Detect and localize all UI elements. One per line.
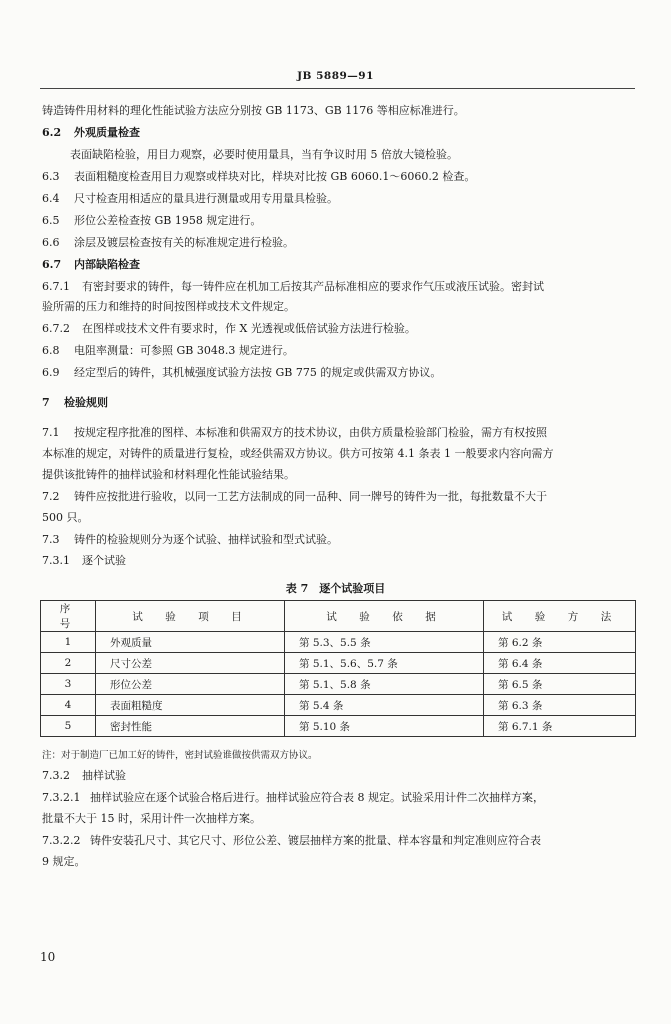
para-line: 验所需的压力和维持的时间按图样或技术文件规定。 [42, 300, 295, 313]
cell-item: 尺寸公差 [96, 653, 285, 674]
cell-method: 第 6.4 条 [484, 653, 636, 674]
col-header-no: 序 号 [41, 601, 96, 632]
page-header: JB 5889—91 [297, 70, 374, 82]
clause-7-2: 7.2 铸件应按批进行验收，以同一工艺方法制成的同一品种、同一牌号的铸件为一批，每批数量不大于 [42, 490, 547, 503]
cell-method: 第 6.7.1 条 [484, 716, 636, 737]
col-header-item: 试 验 项 目 [96, 601, 285, 632]
para-line: 本标准的规定，对铸件的质量进行复检，或经供需双方协议。供方可按第 4.1 条表 1 一般要求内容向需方 [42, 447, 554, 460]
table-row [41, 632, 636, 653]
cell-basis: 第 5.4 条 [285, 695, 484, 716]
clause-6-6: 6.6 涂层及镀层检查按有关的标准规定进行检验。 [42, 236, 294, 249]
table-note: 注：对于制造厂已加工好的铸件，密封试验谁做按供需双方协议。 [42, 750, 318, 761]
clause-6-5: 6.5 形位公差检查按 GB 1958 规定进行。 [42, 214, 262, 227]
clause-7-1: 7.1 按规定程序批准的图样、本标准和供需双方的技术协议，由供方质量检验部门检验，需方有权按照 [42, 426, 547, 439]
cell-item: 形位公差 [96, 674, 285, 695]
table-row [41, 695, 636, 716]
test-items-table [40, 600, 636, 737]
clause-7-3-2-1: 7.3.2.1 抽样试验应在逐个试验合格后进行。抽样试验应符合表 8 规定。试验采用计件二次抽样方案， [42, 791, 544, 804]
table-header-row [41, 601, 636, 632]
cell-no: 1 [41, 632, 96, 653]
cell-no: 5 [41, 716, 96, 737]
cell-item: 外观质量 [96, 632, 285, 653]
section-6-7: 6.7 内部缺陷检查 [42, 258, 140, 271]
cell-basis: 第 5.1、5.6、5.7 条 [285, 653, 484, 674]
clause-6-3: 6.3 表面粗糙度检查用目力观察或样块对比，样块对比按 GB 6060.1～6060.2 检查。 [42, 170, 476, 183]
para-line: 表面缺陷检验，用目力观察，必要时使用量具，当有争议时用 5 倍放大镜检验。 [70, 148, 458, 161]
clause-7-3-2: 7.3.2 抽样试验 [42, 769, 126, 782]
clause-7-3-2-2: 7.3.2.2 铸件安装孔尺寸、其它尺寸、形位公差、镀层抽样方案的批量、样本容量和判定准则应符合表 [42, 834, 541, 847]
clause-7-3: 7.3 铸件的检验规则分为逐个试验、抽样试验和型式试验。 [42, 533, 338, 546]
clause-6-7-1: 6.7.1 有密封要求的铸件，每一铸件应在机加工后按其产品标准相应的要求作气压或液压试验。密封试 [42, 280, 544, 293]
cell-basis: 第 5.10 条 [285, 716, 484, 737]
cell-method: 第 6.2 条 [484, 632, 636, 653]
para-line: 批量不大于 15 时，采用计件一次抽样方案。 [42, 812, 261, 825]
cell-item: 表面粗糙度 [96, 695, 285, 716]
cell-method: 第 6.5 条 [484, 674, 636, 695]
para-line: 铸造铸件用材料的理化性能试验方法应分别按 GB 1173、GB 1176 等相应标准进行。 [42, 104, 465, 117]
col-header-basis: 试 验 依 据 [285, 601, 484, 632]
table-caption: 表 7 逐个试验项目 [285, 582, 386, 595]
section-7-heading: 7 检验规则 [42, 396, 108, 409]
cell-item: 密封性能 [96, 716, 285, 737]
clause-6-7-2: 6.7.2 在图样或技术文件有要求时，作 X 光透视或低倍试验方法进行检验。 [42, 322, 416, 335]
section-6-2: 6.2 外观质量检查 [42, 126, 140, 139]
para-line: 9 规定。 [42, 855, 86, 868]
table-row [41, 716, 636, 737]
col-header-method: 试 验 方 法 [484, 601, 636, 632]
header-rule [40, 88, 635, 89]
table-row [41, 674, 636, 695]
cell-basis: 第 5.1、5.8 条 [285, 674, 484, 695]
clause-7-3-1: 7.3.1 逐个试验 [42, 554, 126, 567]
cell-no: 4 [41, 695, 96, 716]
cell-basis: 第 5.3、5.5 条 [285, 632, 484, 653]
cell-no: 3 [41, 674, 96, 695]
cell-method: 第 6.3 条 [484, 695, 636, 716]
clause-6-9: 6.9 经定型后的铸件，其机械强度试验方法按 GB 775 的规定或供需双方协议。 [42, 366, 442, 379]
clause-6-8: 6.8 电阻率测量：可参照 GB 3048.3 规定进行。 [42, 344, 294, 357]
clause-6-4: 6.4 尺寸检查用相适应的量具进行测量或用专用量具检验。 [42, 192, 338, 205]
table-row [41, 653, 636, 674]
para-line: 提供该批铸件的抽样试验和材料理化性能试验结果。 [42, 468, 295, 481]
page-number: 10 [40, 950, 56, 964]
para-line: 500 只。 [42, 511, 89, 524]
cell-no: 2 [41, 653, 96, 674]
